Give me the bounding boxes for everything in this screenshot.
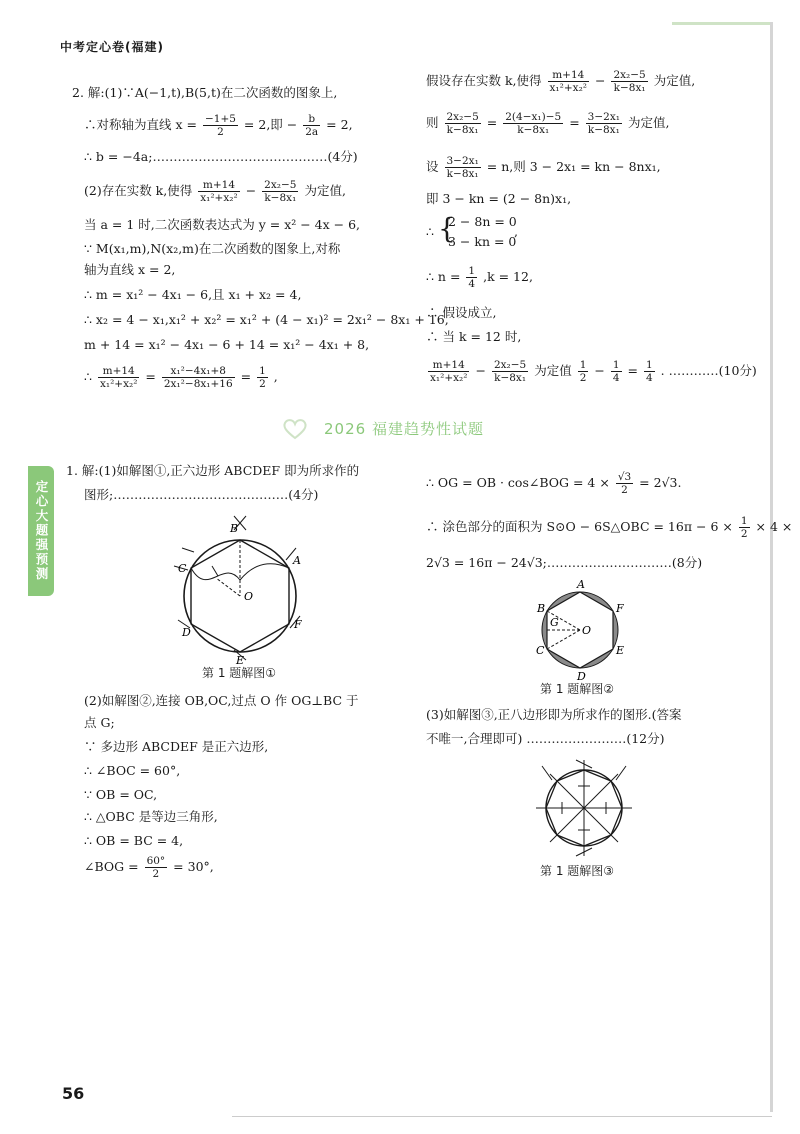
numerator: −1+5 — [204, 113, 236, 125]
fraction — [257, 365, 268, 390]
denominator: k−8x₁ — [264, 192, 297, 204]
text: = 2,即 − — [243, 117, 298, 132]
q2-line-10 — [84, 336, 369, 354]
text: 为定值, — [653, 73, 696, 88]
denominator: 2 — [152, 868, 160, 880]
fraction — [492, 359, 528, 384]
label-D: D — [577, 670, 586, 682]
numerator: 2(4−x₁)−5 — [505, 111, 562, 123]
text: , — [514, 224, 518, 239]
text: 即 3 − kn = (2 − 8n)x₁, — [426, 191, 572, 206]
q2-line-1 — [72, 84, 337, 102]
text: = — [569, 115, 580, 130]
text: ∴ — [84, 369, 92, 384]
label-A: A — [293, 554, 301, 567]
text: 为定值, — [627, 115, 670, 130]
fraction — [445, 111, 481, 136]
q2-line-3 — [84, 148, 358, 166]
denominator: k−8x₁ — [517, 124, 550, 136]
q2-line-2 — [84, 110, 353, 140]
label-C: C — [178, 562, 187, 575]
label-O: O — [582, 624, 592, 637]
text: 2. 解:(1)∵A(−1,t),B(5,t)在二次函数的图象上, — [72, 85, 338, 100]
numerator: b — [303, 113, 320, 126]
denominator: 4 — [612, 372, 620, 384]
text: 点 G; — [84, 715, 115, 730]
text: ∴ ∠BOC = 60°, — [84, 763, 181, 778]
page-number: 56 — [62, 1084, 85, 1103]
fraction — [548, 69, 589, 94]
label-F: F — [294, 618, 302, 631]
q1-line-1 — [66, 462, 359, 480]
denominator: k−8x₁ — [446, 124, 479, 136]
arc-mark — [182, 548, 194, 552]
numerator: 1 — [646, 359, 653, 371]
fraction — [445, 155, 481, 180]
denominator: x₁²+x₂² — [99, 378, 138, 390]
text: = — [627, 363, 639, 378]
text: = — [486, 115, 498, 130]
text: − — [245, 183, 257, 198]
q1-line-8 — [84, 808, 218, 826]
text: ∠BOG = — [84, 859, 139, 874]
label-E: E — [616, 644, 625, 657]
r-line-1 — [426, 66, 695, 96]
denominator: 4 — [468, 278, 476, 290]
text: . …………(10分) — [660, 363, 757, 378]
q2-line-6 — [84, 240, 340, 258]
denominator: x₁²+x₂² — [200, 192, 238, 204]
side-tab: 定心大题强预测 — [28, 466, 54, 596]
denominator: 2 — [740, 528, 748, 540]
fraction — [578, 359, 589, 384]
r-line-3 — [426, 152, 661, 182]
denominator: 4 — [646, 372, 653, 384]
text: (2)存在实数 k,使得 — [84, 183, 193, 198]
text: 不唯一,合理即可) ……………………(12分) — [426, 731, 665, 746]
q1-line-4 — [84, 714, 115, 732]
q1-line-6 — [84, 762, 180, 780]
figure-3-caption: 第 1 题解图③ — [540, 864, 615, 878]
fraction — [616, 471, 633, 496]
c-line-3 — [426, 554, 702, 572]
denominator: 2 — [217, 126, 224, 138]
fraction — [303, 113, 320, 138]
page-edge-rule — [770, 22, 773, 1112]
equation-2: 3 − kn = 0 — [448, 234, 517, 249]
text: 2√3 = 16π − 24√3;…………………………(8分) — [426, 555, 703, 570]
text: ∴ x₂ = 4 − x₁,x₁² + x₂² = x₁² + (4 − x₁)² = 2x₁² − 8x₁ + 16, — [84, 312, 449, 327]
fraction — [586, 111, 622, 136]
numerator: m+14 — [428, 359, 469, 372]
text: 则 — [426, 115, 439, 130]
denominator: k−8x₁ — [446, 168, 479, 180]
label-D: D — [182, 626, 191, 639]
denominator: k−8x₁ — [613, 82, 646, 94]
text: 轴为直线 x = 2, — [84, 262, 176, 277]
figure-1-hexagon-construction — [168, 508, 318, 666]
text: ∵ M(x₁,m),N(x₂,m)在二次函数的图象上,对称 — [84, 241, 341, 256]
q2-line-9 — [84, 311, 449, 329]
q1-line-7 — [84, 786, 157, 804]
c-line-2 — [426, 512, 792, 542]
text: × 4 × — [755, 519, 793, 534]
q2-line-7 — [84, 261, 175, 279]
footer-rule — [232, 1116, 772, 1117]
denominator: x₁²+x₂² — [430, 372, 468, 384]
fraction — [145, 855, 168, 880]
text: = 30°, — [173, 859, 214, 874]
text: ∴ OG = OB · cos∠BOG = 4 × — [426, 475, 610, 490]
denominator: 2x₁²−8x₁+16 — [163, 378, 233, 390]
construction-dashed — [216, 578, 240, 596]
numerator: m+14 — [98, 365, 139, 378]
top-accent-rule — [672, 22, 772, 25]
denominator: k−8x₁ — [494, 372, 527, 384]
brace-icon: { — [438, 212, 456, 245]
label-B: B — [537, 602, 546, 615]
fraction — [644, 359, 655, 384]
numerator: 1 — [579, 359, 587, 371]
q2-line-11 — [84, 362, 278, 392]
figure-1-caption: 第 1 题解图① — [202, 666, 277, 680]
text: 假设存在实数 k,使得 — [426, 73, 542, 88]
text: ∴ n = — [426, 269, 461, 284]
text: ∴ m = x₁² − 4x₁ − 6,且 x₁ + x₂ = 4, — [84, 287, 302, 302]
fraction — [428, 359, 469, 384]
text: (3)如解图③,正八边形即为所求作的图形.(答案 — [426, 707, 682, 722]
text: = 2, — [326, 117, 353, 132]
fraction — [203, 113, 238, 138]
c-line-5 — [426, 730, 664, 748]
fraction — [466, 265, 477, 290]
denominator: 2 — [259, 378, 266, 390]
text: ∵ OB = OC, — [84, 787, 158, 802]
label-O: O — [244, 590, 254, 603]
text: ∵ 多边形 ABCDEF 是正六边形, — [84, 739, 269, 754]
therefore-symbol: ∴ — [426, 224, 434, 239]
denominator: 2 — [579, 372, 587, 384]
numerator: 3−2x₁ — [446, 155, 479, 167]
text: 设 — [426, 159, 439, 174]
label-B: B — [230, 522, 239, 535]
r-line-6 — [426, 262, 533, 292]
text: 为定值 — [534, 363, 572, 378]
r-line-4 — [426, 190, 571, 208]
label-E: E — [236, 654, 245, 666]
r-line-7 — [426, 304, 496, 322]
header-title: 中考定心卷(福建) — [60, 40, 164, 54]
text: − — [594, 363, 605, 378]
text: 1. 解:(1)如解图①,正六边形 ABCDEF 即为所求作的 — [66, 463, 360, 478]
text: = — [240, 369, 252, 384]
label-A: A — [577, 578, 585, 591]
numerator: 2x₂−5 — [493, 359, 527, 371]
numerator: 3−2x₁ — [587, 111, 620, 123]
text: ,k = 12, — [483, 269, 533, 284]
q1-line-10 — [84, 852, 214, 882]
q2-line-4 — [84, 176, 346, 206]
text: 为定值, — [304, 183, 346, 198]
fraction — [162, 365, 235, 390]
numerator: 1 — [468, 265, 476, 277]
q1-line-9 — [84, 832, 183, 850]
text: m + 14 = x₁² − 4x₁ − 6 + 14 = x₁² − 4x₁ + 8, — [84, 337, 370, 352]
text: = 2√3. — [639, 475, 682, 490]
figure-2-caption: 第 1 题解图② — [540, 682, 615, 696]
denominator: x₁²+x₂² — [549, 82, 587, 94]
q1-line-5 — [84, 738, 268, 756]
text: 图形;……………………………………(4分) — [84, 487, 319, 502]
text: ∴ b = −4a;……………………………………(4分) — [84, 149, 358, 164]
c-line-4 — [426, 706, 682, 724]
text: ∴对称轴为直线 x = — [84, 117, 197, 132]
c-line-1 — [426, 468, 681, 498]
q1-line-3 — [84, 692, 359, 710]
text: ∴ OB = BC = 4, — [84, 833, 184, 848]
numerator: m+14 — [198, 179, 239, 192]
text: , — [273, 369, 278, 384]
numerator: 2x₂−5 — [613, 69, 646, 81]
arc-mark — [616, 766, 626, 780]
fraction — [198, 179, 239, 204]
fraction — [611, 69, 647, 94]
fraction — [503, 111, 563, 136]
text: ∴ 当 k = 12 时, — [426, 329, 522, 344]
heart-icon — [282, 418, 308, 440]
fraction — [739, 515, 750, 540]
r-line-8 — [426, 328, 521, 346]
denominator: 2 — [621, 484, 628, 496]
numerator: 1 — [612, 359, 620, 371]
figure-2-shaded-hexagon — [528, 576, 632, 682]
numerator: x₁²−4x₁+8 — [162, 365, 235, 378]
numerator: 1 — [259, 365, 266, 377]
r-line-9 — [426, 356, 757, 386]
q2-line-8 — [84, 286, 301, 304]
text: ∴ 假设成立, — [426, 305, 497, 320]
label-C: C — [536, 644, 545, 657]
fraction — [611, 359, 622, 384]
numerator: 60° — [146, 855, 166, 867]
q2-line-5 — [84, 216, 360, 234]
section-title: 2026 福建趋势性试题 — [324, 420, 484, 438]
numerator: 1 — [740, 515, 748, 527]
q1-line-2 — [84, 486, 318, 504]
r-line-2 — [426, 108, 669, 138]
numerator: m+14 — [548, 69, 589, 82]
label-G: G — [550, 616, 559, 629]
arc-mark — [212, 566, 218, 576]
text: ∴ 涂色部分的面积为 S⊙O − 6S△OBC = 16π − 6 × — [426, 519, 733, 534]
text: ∴ △OBC 是等边三角形, — [84, 809, 218, 824]
fraction — [262, 179, 298, 204]
text: − — [475, 363, 486, 378]
denominator: 2a — [305, 126, 319, 138]
text: 当 a = 1 时,二次函数表达式为 y = x² − 4x − 6, — [84, 217, 361, 232]
denominator: k−8x₁ — [587, 124, 620, 136]
label-F: F — [616, 602, 624, 615]
equation-1: 2 − 8n = 0 — [448, 214, 517, 229]
numerator: √3 — [617, 471, 632, 483]
figure-3-octagon-construction — [532, 756, 636, 860]
fraction — [98, 365, 139, 390]
text: = — [145, 369, 156, 384]
numerator: 2x₂−5 — [264, 179, 297, 191]
text: (2)如解图②,连接 OB,OC,过点 O 作 OG⊥BC 于 — [84, 693, 359, 708]
text: − — [594, 73, 606, 88]
text: = n,则 3 − 2x₁ = kn − 8nx₁, — [486, 159, 661, 174]
numerator: 2x₂−5 — [446, 111, 479, 123]
arc-mark — [542, 766, 552, 780]
